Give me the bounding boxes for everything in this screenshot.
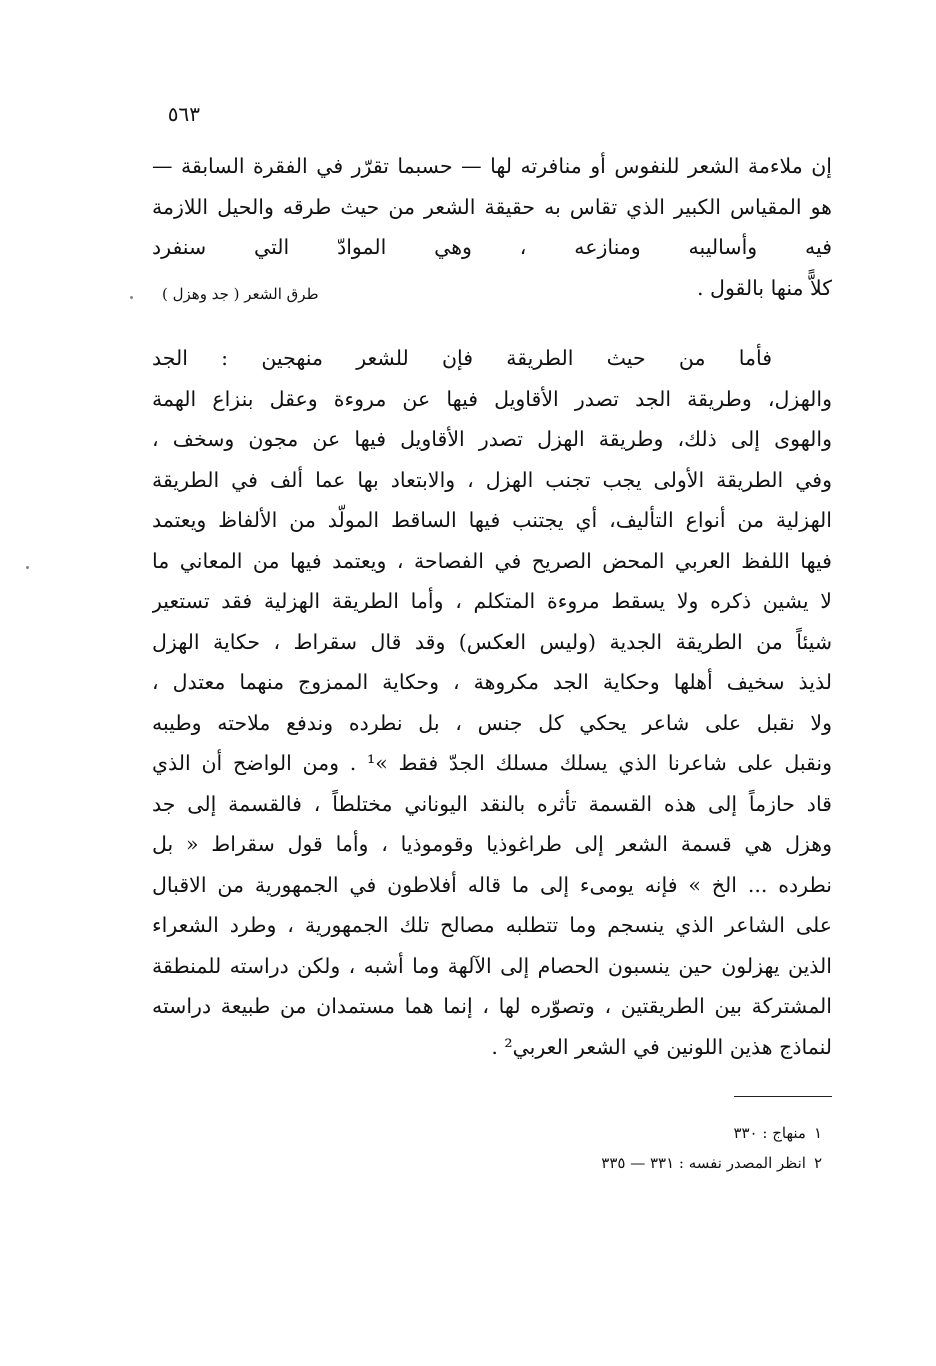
text-line: هو المقياس الكبير الذي تقاس به حقيقة الشعر من حيث طرقه والحيل اللازمة: [152, 194, 832, 219]
footnote-text: انظر المصدر نفسه : ٣٣١ — ٣٣٥: [601, 1154, 806, 1172]
text-line: وهزل هي قسمة الشعر إلى طراغوذيا وقوموذيا ، وأما قول سقراط « بل: [152, 832, 832, 856]
footnotes: [422, 1118, 822, 1178]
text-line: لنماذج هذين اللونين في الشعر العربي² .: [491, 1034, 832, 1059]
text-line: ولا نقبل على شاعر يحكي كل جنس ، بل نطرده وندفع ملاحته وطيبه: [152, 710, 832, 735]
text-line: المشتركة بين الطريقتين ، وتصوّره لها ، إنما هما مستمدان من طبيعة دراسته: [152, 994, 832, 1018]
text-line: كلاًّ منها بالقول .: [697, 275, 832, 300]
text-line: نطرده ... الخ » فإنه يومىء إلى ما قاله أفلاطون في الجمهورية من الاقبال: [152, 872, 832, 897]
text-line: فيه وأساليبه ومنازعه ، وهي الموادّ التي سنفرد: [152, 235, 832, 259]
margin-note: طرق الشعر ( جد وهزل ): [162, 285, 319, 303]
text-line: قاد حازماً إلى هذه القسمة تأثره بالنقد اليوناني مختلطاً ، فالقسمة إلى جد: [152, 791, 832, 816]
text-line: والهزل، وطريقة الجد تصدر الأقاويل فيها عن مروءة وعقل بنزاع الهمة: [152, 386, 832, 411]
footnote-divider: [734, 1096, 832, 1097]
text-line: فيها اللفظ العربي المحض الصريح في الفصاحة ، ويعتمد فيها من المعاني ما: [152, 548, 832, 573]
text-line: شيئاً من الطريقة الجدية (وليس العكس) وقد قال سقراط ، حكاية الهزل: [152, 629, 832, 654]
footnote-text: منهاج : ٣٣٠: [733, 1124, 806, 1142]
text-line: لا يشين ذكره ولا يسقط مروءة المتكلم ، وأما الطريقة الهزلية فقد تستعير: [152, 589, 832, 613]
scan-speck: [130, 296, 133, 299]
page-number: ٥٦٣: [167, 102, 200, 126]
text-line: ونقبل على شاعرنا الذي يسلك مسلك الجدّ فقط »¹ . ومن الواضح أن الذي: [152, 751, 832, 775]
main-paragraph: [152, 338, 832, 1067]
text-line: وفي الطريقة الأولى يجب تجنب الهزل ، والابتعاد بها عما ألف في الطريقة: [152, 467, 832, 492]
text-line: إن ملاءمة الشعر للنفوس أو منافرته لها — حسبما تقرّر في الفقرة السابقة —: [152, 154, 832, 178]
text-line: الهزلية من أنواع التأليف، أي يجتنب فيها الساقط المولّد من الألفاظ ويعتمد: [152, 508, 832, 532]
footnote-number: ٢: [813, 1154, 822, 1172]
text-line: والهوى إلى ذلك، وطريقة الهزل تصدر الأقاويل فيها عن مجون وسخف ،: [152, 427, 832, 451]
footnote: [422, 1118, 822, 1148]
scan-speck: [26, 566, 29, 569]
footnote: [422, 1148, 822, 1178]
text-line: على الشاعر الذي ينسجم وما تتطلبه مصالح تلك الجمهورية ، وطرد الشعراء: [152, 913, 832, 937]
text-line: فأما من حيث الطريقة فإن للشعر منهجين : الجد: [152, 346, 772, 370]
text-line: الذين يهزلون حين ينسبون الحصام إلى الآلهة وما أشبه ، ولكن دراسته للمنطقة: [152, 953, 832, 978]
footnote-number: ١: [813, 1124, 822, 1142]
text-line: لذيذ سخيف أهلها وحكاية الجد مكروهة ، وحكاية الممزوج منهما معتدل ،: [152, 670, 832, 694]
